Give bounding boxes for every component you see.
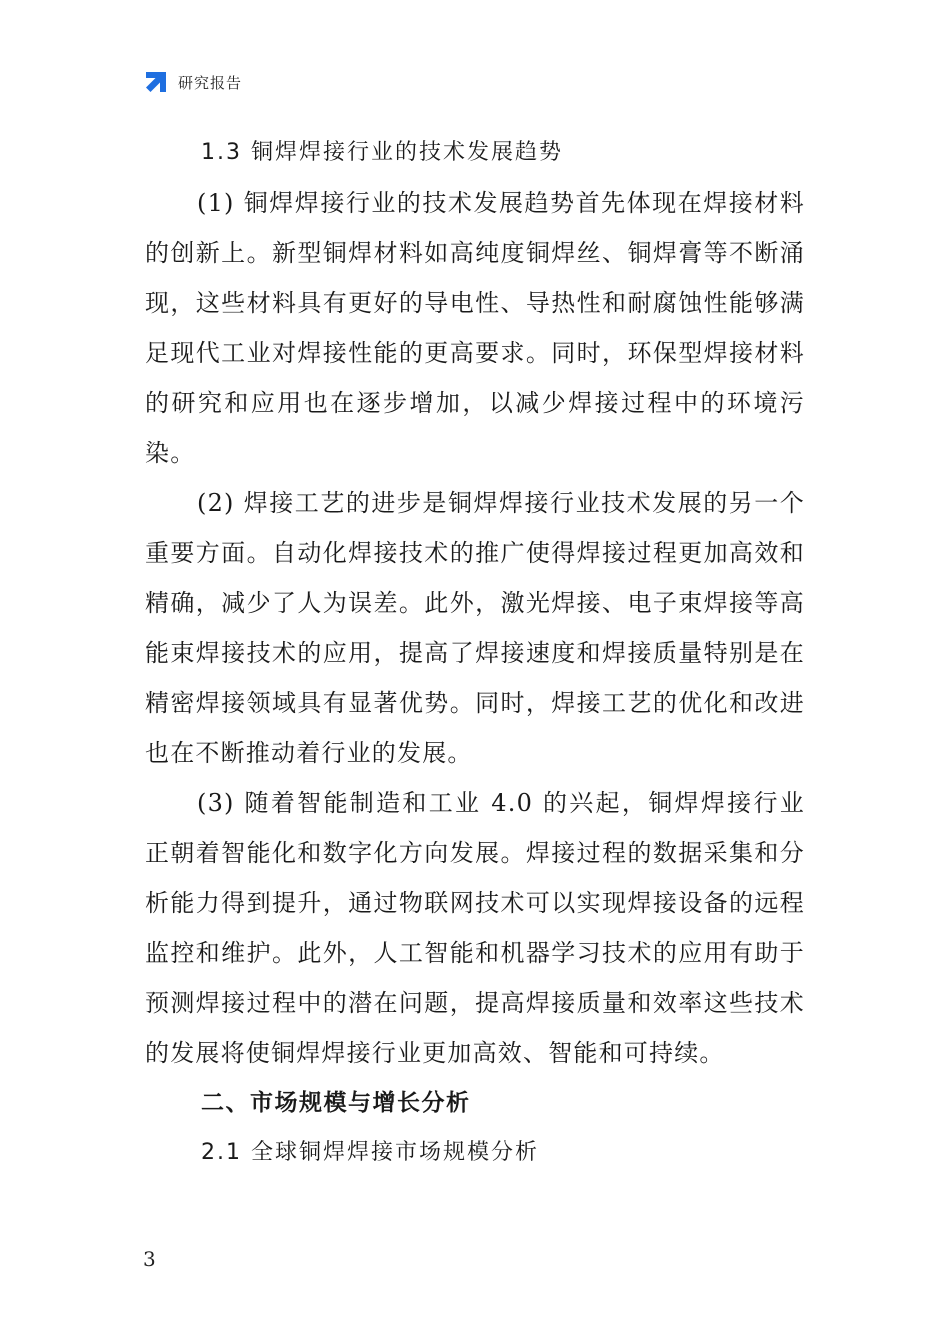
paragraph-2: (2) 焊接工艺的进步是铜焊焊接行业技术发展的另一个重要方面。自动化焊接技术的推广使得焊接过程更加高效和精确，减少了人为误差。此外，激光焊接、电子束焊接等高能束焊接技术的应用，提高了焊接速度和焊接质量特别是在精密焊接领域具有显著优势。同时，焊接工艺的优化和改进也在不断推动着行业的发展。 [145, 489, 805, 767]
document-body [145, 128, 805, 1178]
paragraph-3: (3) 随着智能制造和工业 4.0 的兴起，铜焊焊接行业正朝着智能化和数字化方向发展。焊接过程的数据采集和分析能力得到提升，通过物联网技术可以实现焊接设备的远程监控和维护。此外，人工智能和机器学习技术的应用有助于预测焊接过程中的潜在问题，提高焊接质量和效率这些技术的发展将使铜焊焊接行业更加高效、智能和可持续。 [145, 789, 805, 1067]
report-header [143, 68, 242, 96]
header-title: 研究报告 [178, 73, 243, 92]
section-heading-2-1: 2.1 全球铜焊焊接市场规模分析 [201, 1140, 539, 1165]
section-heading-1-3: 1.3 铜焊焊接行业的技术发展趋势 [201, 140, 563, 165]
section-heading-2: 二、市场规模与增长分析 [201, 1090, 471, 1116]
arrow-up-right-icon [143, 69, 169, 95]
paragraph-1: (1) 铜焊焊接行业的技术发展趋势首先体现在焊接材料的创新上。新型铜焊材料如高纯度铜焊丝、铜焊膏等不断涌现，这些材料具有更好的导电性、导热性和耐腐蚀性能够满足现代工业对焊接性能的更高要求。同时，环保型焊接材料的研究和应用也在逐步增加，以减少焊接过程中的环境污染。 [145, 189, 805, 467]
page-number: 3 [143, 1247, 156, 1271]
